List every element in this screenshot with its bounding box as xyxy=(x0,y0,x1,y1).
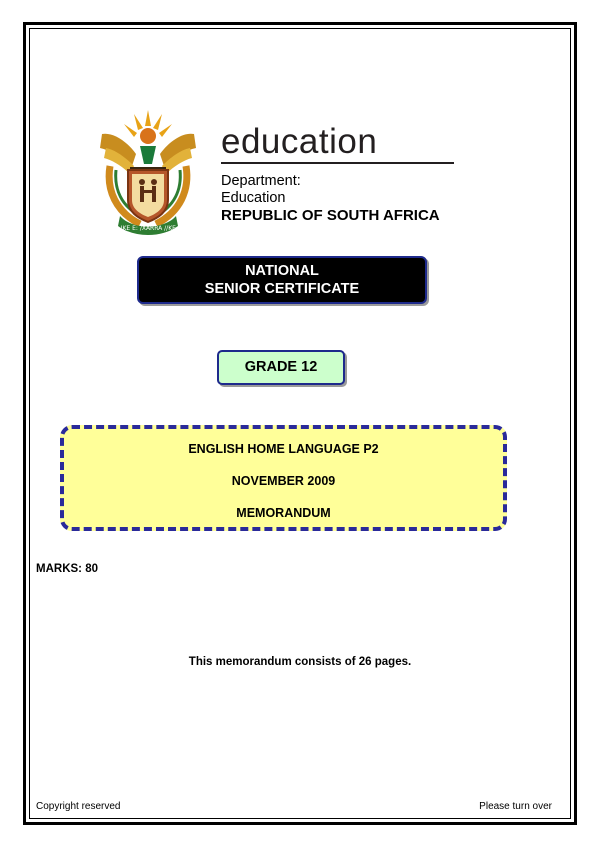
logo-wordmark: education xyxy=(221,122,378,161)
copyright-footer: Copyright reserved xyxy=(36,801,121,812)
coat-of-arms-icon xyxy=(96,104,200,236)
marks-total: MARKS: 80 xyxy=(36,563,98,575)
subject-title: ENGLISH HOME LANGUAGE P2 xyxy=(188,442,379,456)
certificate-title-line2: SENIOR CERTIFICATE xyxy=(204,281,360,297)
turn-over-footer: Please turn over xyxy=(479,801,552,812)
certificate-title-box xyxy=(137,256,427,304)
subject-box xyxy=(60,425,507,531)
logo-divider xyxy=(221,162,454,164)
page-count-note: This memorandum consists of 26 pages. xyxy=(188,656,412,668)
motto-text: !KE E: /XARRA //KE xyxy=(120,225,176,232)
department-label: Department: xyxy=(221,173,301,189)
document-type: MEMORANDUM xyxy=(236,506,331,520)
grade-badge: GRADE 12 xyxy=(217,350,345,385)
country-name: REPUBLIC OF SOUTH AFRICA xyxy=(221,207,440,224)
exam-session: NOVEMBER 2009 xyxy=(231,474,336,488)
department-block xyxy=(221,173,440,224)
certificate-title-line1: NATIONAL xyxy=(245,263,319,279)
department-name: Education xyxy=(221,190,286,206)
